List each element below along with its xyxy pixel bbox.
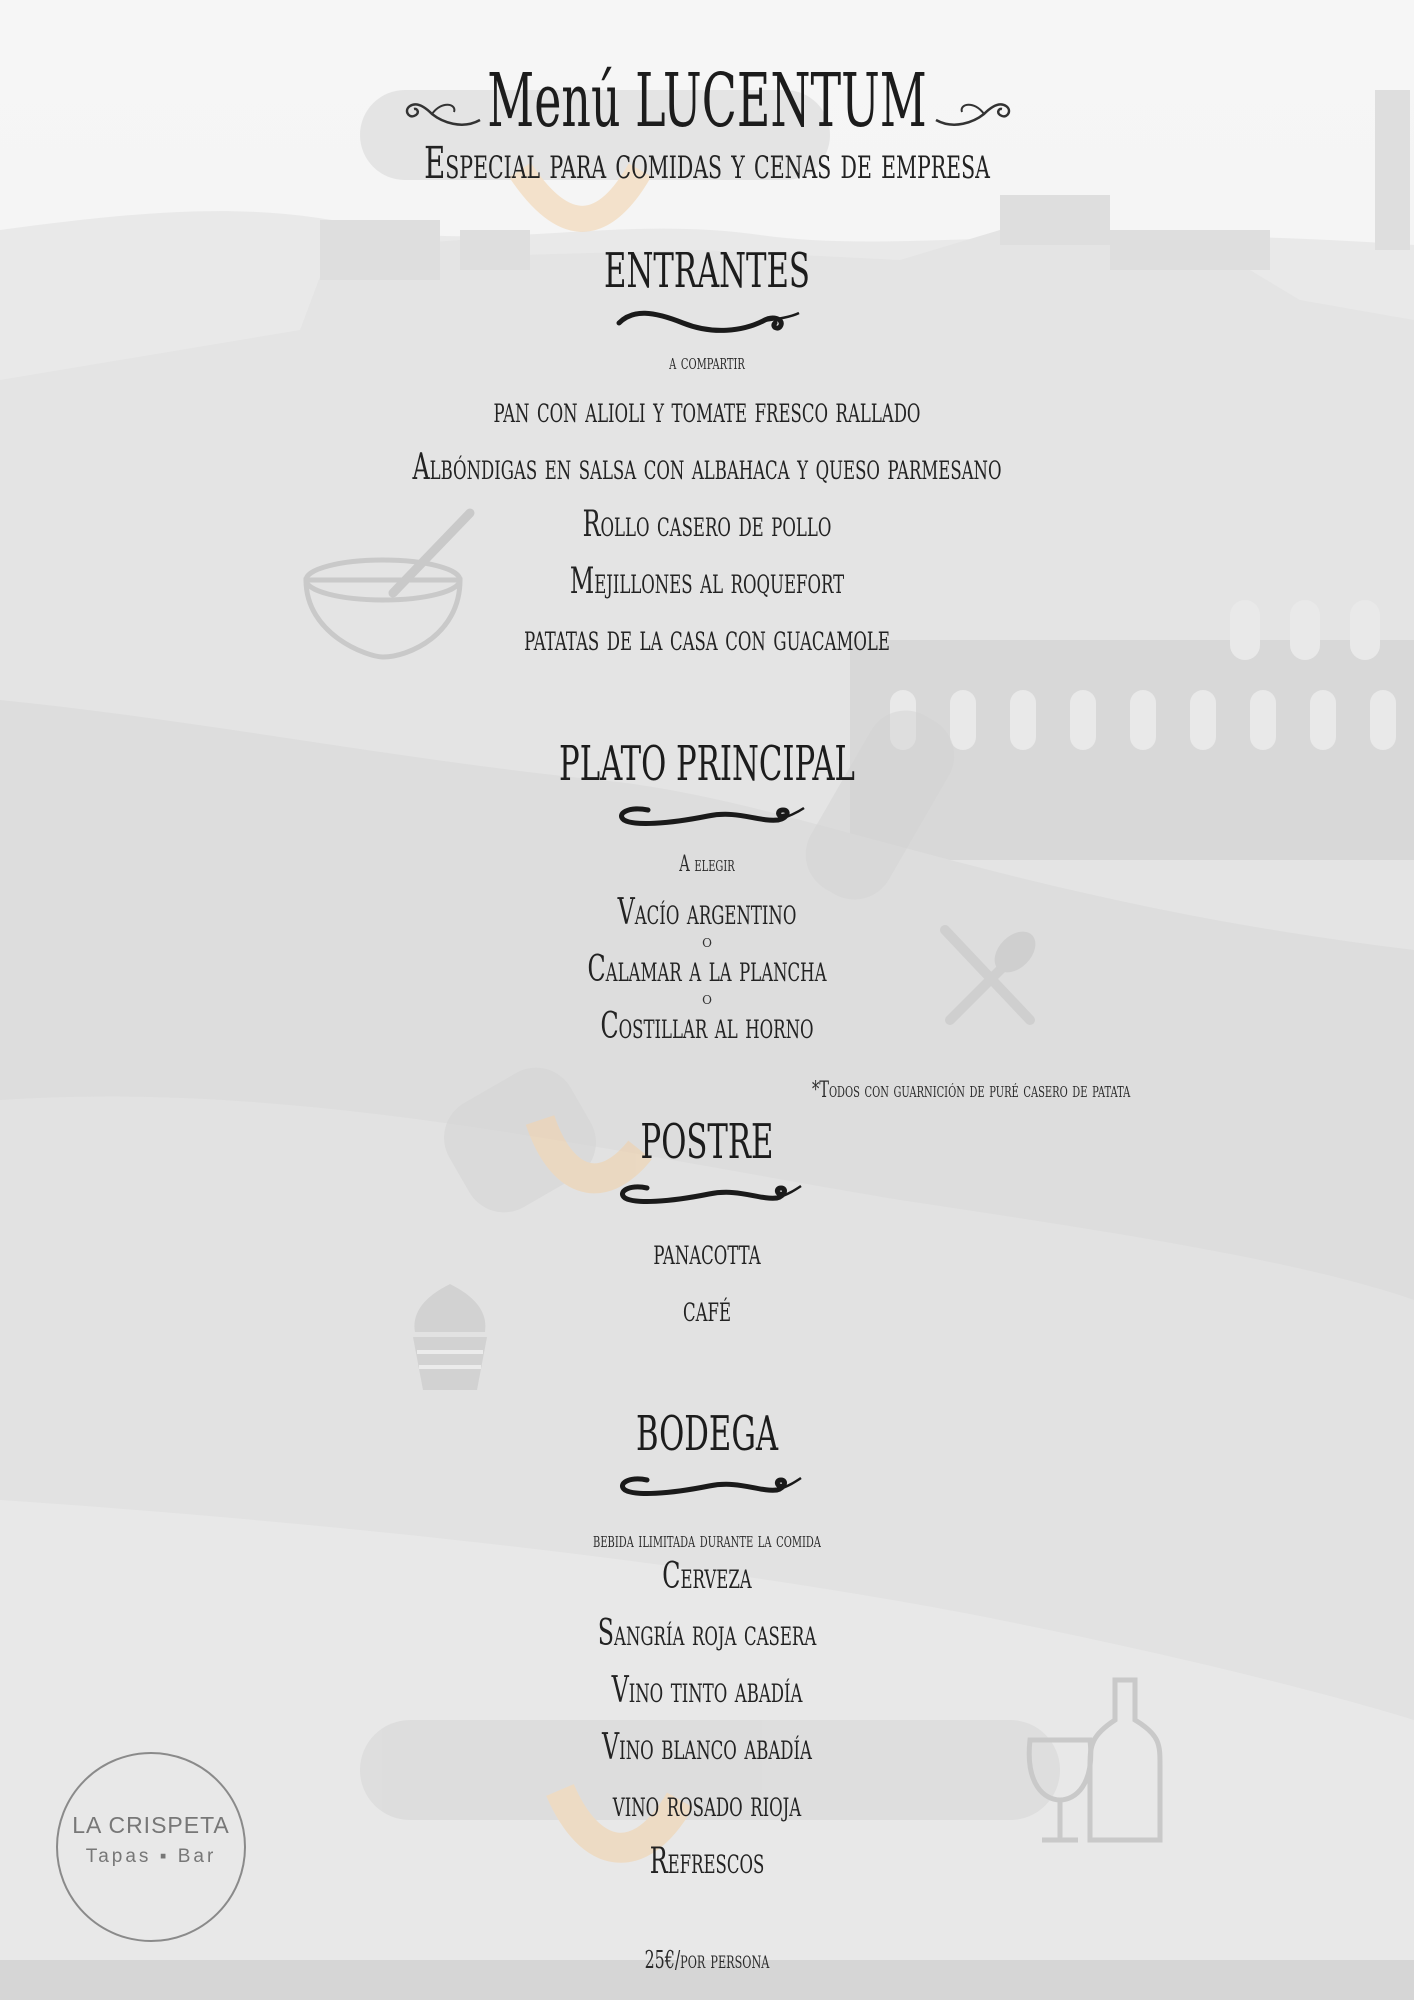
bodega-item: Cerveza bbox=[662, 1556, 752, 1597]
bodega-item: Vino blanco abadía bbox=[602, 1727, 812, 1768]
principal-footnote: *Todos con guarnición de puré casero de patata bbox=[812, 1078, 1131, 1103]
section-heading-plato-principal: PLATO PRINCIPAL bbox=[559, 736, 855, 792]
entrantes-item: Mejillones al roquefort bbox=[569, 561, 845, 602]
bodega-item: vino rosado rioja bbox=[612, 1784, 802, 1825]
entrantes-note: a compartir bbox=[669, 350, 745, 375]
bodega-note: bebida ilimitada durante la comida bbox=[593, 1528, 821, 1553]
entrantes-item: Albóndigas en salsa con albahaca y queso parmesano bbox=[412, 447, 1002, 488]
swash-divider-icon bbox=[613, 305, 803, 341]
bodega-item: Refrescos bbox=[649, 1841, 765, 1882]
section-heading-bodega: BODEGA bbox=[635, 1406, 779, 1462]
postre-item: café bbox=[682, 1289, 732, 1330]
entrantes-item: pan con alioli y tomate fresco rallado bbox=[493, 390, 921, 431]
price-per-person: 25€/por persona bbox=[644, 1946, 770, 1974]
principal-item: Vacío argentino bbox=[617, 892, 797, 933]
swash-divider-icon bbox=[613, 1466, 803, 1502]
logo-name: LA CRISPETA bbox=[72, 1812, 230, 1838]
swash-divider-icon bbox=[613, 1174, 803, 1210]
swash-divider-icon bbox=[608, 796, 808, 832]
entrantes-item: patatas de la casa con guacamole bbox=[524, 618, 890, 659]
or-separator: o bbox=[702, 989, 712, 1009]
restaurant-logo bbox=[56, 1752, 246, 1942]
bodega-item: Sangría roja casera bbox=[597, 1613, 817, 1654]
or-separator: o bbox=[702, 932, 712, 952]
entrantes-item: Rollo casero de pollo bbox=[582, 504, 832, 545]
menu-subtitle: Especial para comidas y cenas de empresa bbox=[424, 138, 990, 189]
menu-title: Menú LUCENTUM bbox=[487, 58, 927, 144]
section-heading-entrantes: ENTRANTES bbox=[604, 243, 810, 299]
principal-item: Costillar al horno bbox=[600, 1006, 814, 1047]
principal-note: A elegir bbox=[679, 852, 735, 877]
bodega-item: Vino tinto abadía bbox=[611, 1670, 803, 1711]
principal-item: Calamar a la plancha bbox=[587, 949, 827, 990]
logo-tagline: Tapas ▪ Bar bbox=[85, 1846, 217, 1867]
postre-item: panacotta bbox=[653, 1232, 761, 1273]
section-heading-postre: POSTRE bbox=[640, 1114, 774, 1170]
